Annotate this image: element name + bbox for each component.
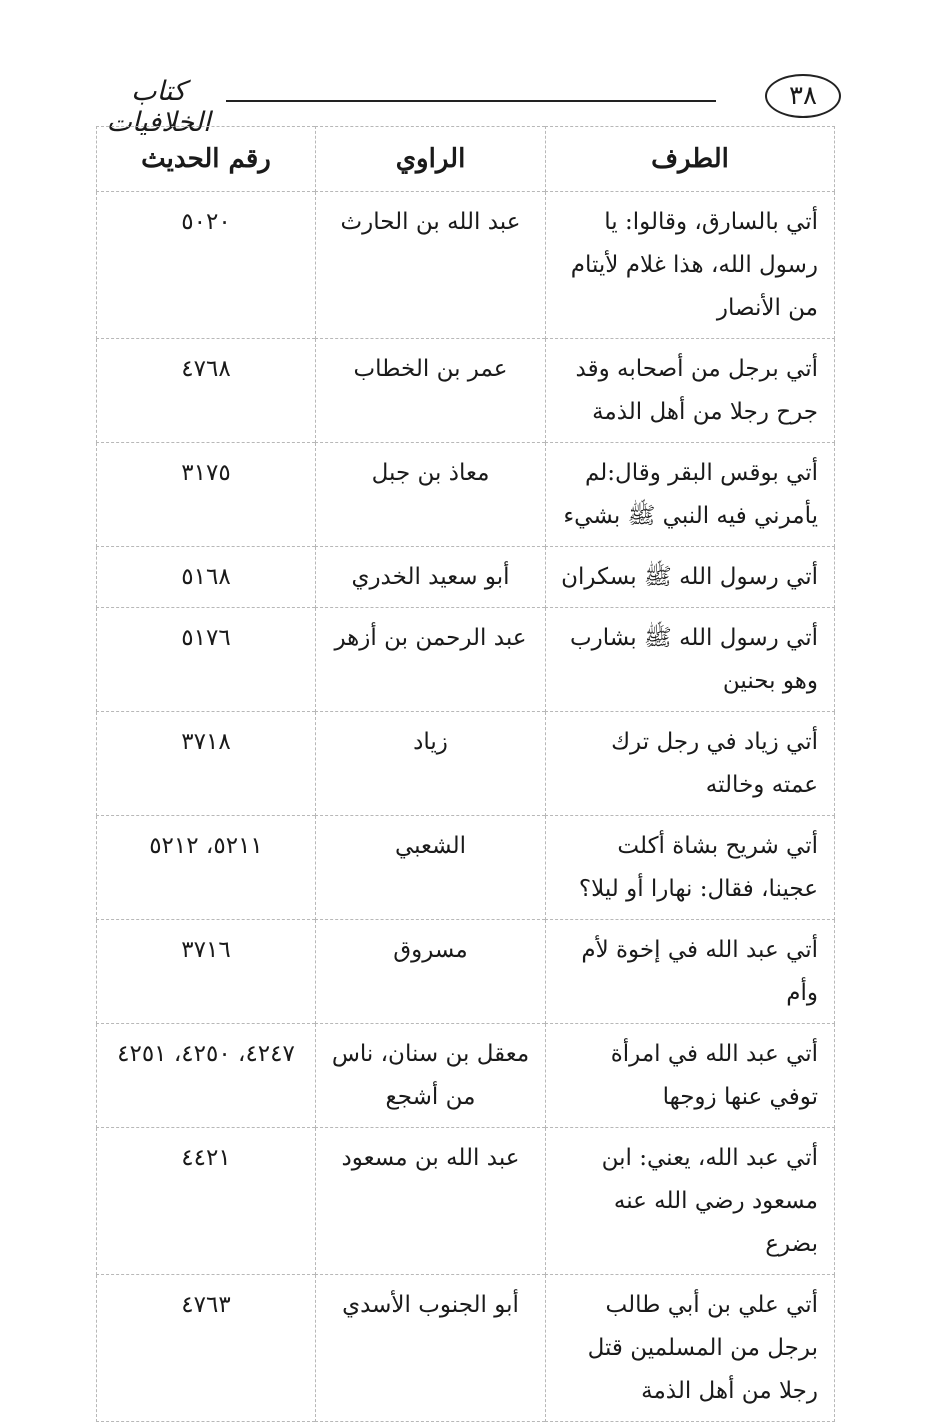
column-header-text: الطرف [546,127,835,192]
row-text: أتي شريح بشاة أكلت عجينا، فقال: نهارا أو ليلا؟ [546,816,835,920]
hadith-index-table [96,126,835,1422]
column-header-narrator: الراوي [316,127,546,192]
row-narrator: أبو الجنوب الأسدي [316,1275,546,1422]
row-text: أتي بالسارق، وقالوا: يا رسول الله، هذا غلام لأيتام من الأنصار [546,192,835,339]
row-narrator: معقل بن سنان، ناس من أشجع [316,1024,546,1128]
row-hadith-number: ٣١٧٥ [97,443,316,547]
row-text: أتي عبد الله في إخوة لأم وأم [546,920,835,1024]
table-row [97,192,835,339]
row-narrator: عمر بن الخطاب [316,339,546,443]
row-text: أتي برجل من أصحابه وقد جرح رجلا من أهل الذمة [546,339,835,443]
row-narrator: معاذ بن جبل [316,443,546,547]
page-number: ٣٨ [765,74,841,118]
row-text: أتي عبد الله، يعني: ابن مسعود رضي الله عنه بضرع [546,1128,835,1275]
table-row [97,920,835,1024]
row-hadith-number: ٥١٧٦ [97,608,316,712]
table-row [97,547,835,608]
table-row [97,816,835,920]
row-narrator: عبد الرحمن بن أزهر [316,608,546,712]
row-hadith-number: ٣٧١٨ [97,712,316,816]
row-text: أتي زياد في رجل ترك عمته وخالته [546,712,835,816]
row-text: أتي رسول الله ﷺ بسكران [546,547,835,608]
row-hadith-number: ٤٧٦٨ [97,339,316,443]
row-hadith-number: ٣٧١٦ [97,920,316,1024]
row-hadith-number: ٤٢٤٧، ٤٢٥٠، ٤٢٥١ [97,1024,316,1128]
table-row [97,1275,835,1422]
row-hadith-number: ٤٤٢١ [97,1128,316,1275]
table-header-row [97,127,835,192]
row-narrator: الشعبي [316,816,546,920]
row-narrator: أبو سعيد الخدري [316,547,546,608]
page-header [96,70,841,138]
row-text: أتي رسول الله ﷺ بشارب وهو بحنين [546,608,835,712]
row-text: أتي عبد الله في امرأة توفي عنها زوجها [546,1024,835,1128]
row-hadith-number: ٤٧٦٣ [97,1275,316,1422]
row-hadith-number: ٥٢١١، ٥٢١٢ [97,816,316,920]
header-rule [226,100,716,102]
table-row [97,1128,835,1275]
row-text: أتي علي بن أبي طالب برجل من المسلمين قتل رجلا من أهل الذمة [546,1275,835,1422]
row-narrator: مسروق [316,920,546,1024]
book-title: كتاب الخلافيات [106,76,211,138]
row-narrator: عبد الله بن مسعود [316,1128,546,1275]
row-narrator: زياد [316,712,546,816]
table-row [97,712,835,816]
row-text: أتي بوقس البقر وقال:لم يأمرني فيه النبي ﷺ بشيء [546,443,835,547]
row-hadith-number: ٥٠٢٠ [97,192,316,339]
row-narrator: عبد الله بن الحارث [316,192,546,339]
column-header-hadith-number: رقم الحديث [97,127,316,192]
table-row [97,608,835,712]
table-row [97,443,835,547]
row-hadith-number: ٥١٦٨ [97,547,316,608]
table-row [97,339,835,443]
table-row [97,1024,835,1128]
